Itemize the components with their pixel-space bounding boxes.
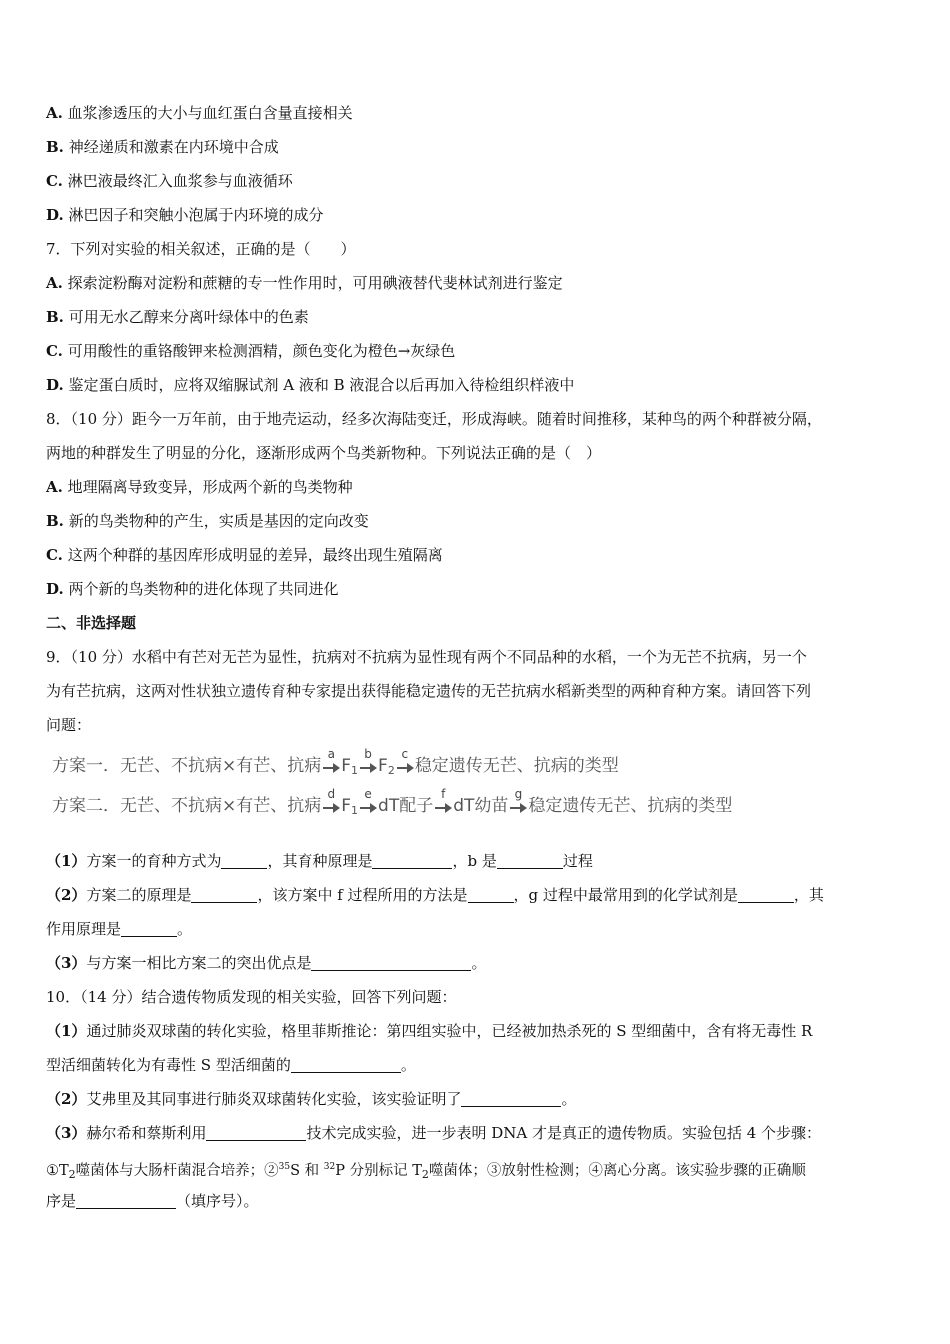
q10-part3: （3）赫尔希和蔡斯利用 技术完成实验，进一步表明 DNA 才是真正的遗传物质。实验包括 4 个步骤： xyxy=(46,1124,822,1142)
q8-option-a: A. 地理隔离导致变异，形成两个新的鸟类物种 xyxy=(46,478,353,496)
q8-stem-line1: 8．（10 分）距今一万年前，由于地壳运动，经多次海陆变迁，形成海峡。随着时间推移，某种鸟的两个种群被分隔， xyxy=(46,410,822,428)
q9-stem-line2: 为有芒抗病，这两对性状独立遗传育种专家提出获得能稳定遗传的无芒抗病水稻新类型的两种育种方案。请回答下列 xyxy=(46,682,812,700)
answer-blank[interactable] xyxy=(497,852,563,869)
section-heading: 二、非选择题 xyxy=(46,614,137,632)
q10-steps: $①T_2$噬菌体与大肠杆菌混合培养；②$^{35}$S 和 $^{32}$P 分别标记 $T_2$噬菌体；③放射性检测；④离心分离。该实验步骤的正确顺 xyxy=(46,1162,806,1181)
q10-stem: 10．（14 分）结合遗传物质发现的相关实验，回答下列问题： xyxy=(46,988,457,1006)
answer-blank[interactable] xyxy=(121,920,177,937)
q8-option-d: D. 两个新的鸟类物种的进化体现了共同进化 xyxy=(46,580,339,598)
answer-blank[interactable] xyxy=(461,1090,561,1107)
arrow-e-icon: e xyxy=(359,797,377,815)
q9-stem-line1: 9．（10 分）水稻中有芒对无芒为显性，抗病对不抗病为显性现有两个不同品种的水稻，一个为无芒不抗病，另一个 xyxy=(46,648,807,666)
q9-stem-line3: 问题： xyxy=(46,716,92,734)
q8-option-c: C. 这两个种群的基因库形成明显的差异，最终出现生殖隔离 xyxy=(46,546,443,564)
answer-blank[interactable] xyxy=(311,954,471,971)
q10-part2: （2）艾弗里及其同事进行肺炎双球菌转化实验，该实验证明了 。 xyxy=(46,1090,577,1108)
q8-option-b: B. 新的鸟类物种的产生，实质是基因的定向改变 xyxy=(46,512,369,530)
q9-part2-line1: （2）方案二的原理是 ，该方案中 f 过程所用的方法是 ，g 过程中最常用到的化学试剂是 ，其 xyxy=(46,886,824,904)
q7-stem: 7．下列对实验的相关叙述，正确的是（ ） xyxy=(46,240,356,258)
answer-blank[interactable] xyxy=(291,1056,401,1073)
answer-blank[interactable] xyxy=(372,852,452,869)
q7-option-b: B. 可用无水乙醇来分离叶绿体中的色素 xyxy=(46,308,309,326)
q7-option-a: A. 探索淀粉酶对淀粉和蔗糖的专一性作用时，可用碘液替代斐林试剂进行鉴定 xyxy=(46,274,563,292)
q10-part1-line2: 型活细菌转化为有毒性 S 型活细菌的 。 xyxy=(46,1056,416,1074)
q10-order: 序是 （填序号）。 xyxy=(46,1192,259,1210)
arrow-a-icon: a xyxy=(322,757,340,775)
scheme-one: 方案一．无芒、不抗病×有芒、抗病 a $F_1$ b $F_2$ c 稳定遗传无芒、抗病的类型 xyxy=(52,747,619,777)
arrow-c-icon: c xyxy=(396,757,414,775)
answer-blank[interactable] xyxy=(738,886,794,903)
q6-option-a: A. 血浆渗透压的大小与血红蛋白含量直接相关 xyxy=(46,104,353,122)
q9-part1: （1）方案一的育种方式为 ，其育种原理是 ，b 是 过程 xyxy=(46,852,593,870)
q7-option-d: D. 鉴定蛋白质时，应将双缩脲试剂 A 液和 B 液混合以后再加入待检组织样液中 xyxy=(46,376,575,394)
arrow-b-icon: b xyxy=(359,757,377,775)
breeding-schemes xyxy=(46,746,906,826)
q6-option-b: B. 神经递质和激素在内环境中合成 xyxy=(46,138,279,156)
q6-option-d: D. 淋巴因子和突触小泡属于内环境的成分 xyxy=(46,206,324,224)
answer-blank[interactable] xyxy=(206,1124,306,1141)
scheme-two: 方案二．无芒、不抗病×有芒、抗病 d $F_1$ e dT配子 f dT幼苗 g 稳定遗传无芒、抗病的类型 xyxy=(52,787,733,817)
answer-blank[interactable] xyxy=(76,1192,176,1209)
q9-part2-line2: 作用原理是 。 xyxy=(46,920,193,938)
answer-blank[interactable] xyxy=(191,886,257,903)
q8-stem-line2: 两地的种群发生了明显的分化，逐渐形成两个鸟类新物种。下列说法正确的是（ ） xyxy=(46,444,602,462)
arrow-g-icon: g xyxy=(509,797,527,815)
answer-blank[interactable] xyxy=(221,852,267,869)
answer-blank[interactable] xyxy=(468,886,514,903)
q9-part3: （3）与方案一相比方案二的突出优点是 。 xyxy=(46,954,487,972)
exam-page xyxy=(46,96,906,1218)
arrow-f-icon: f xyxy=(434,797,452,815)
arrow-d-icon: d xyxy=(322,797,340,815)
q10-part1-line1: （1）通过肺炎双球菌的转化实验，格里菲斯推论：第四组实验中，已经被加热杀死的 S 型细菌中，含有将无毒性 R xyxy=(46,1022,813,1040)
q7-option-c: C. 可用酸性的重铬酸钾来检测酒精，颜色变化为橙色→灰绿色 xyxy=(46,342,456,360)
q6-option-c: C. 淋巴液最终汇入血浆参与血液循环 xyxy=(46,172,293,190)
